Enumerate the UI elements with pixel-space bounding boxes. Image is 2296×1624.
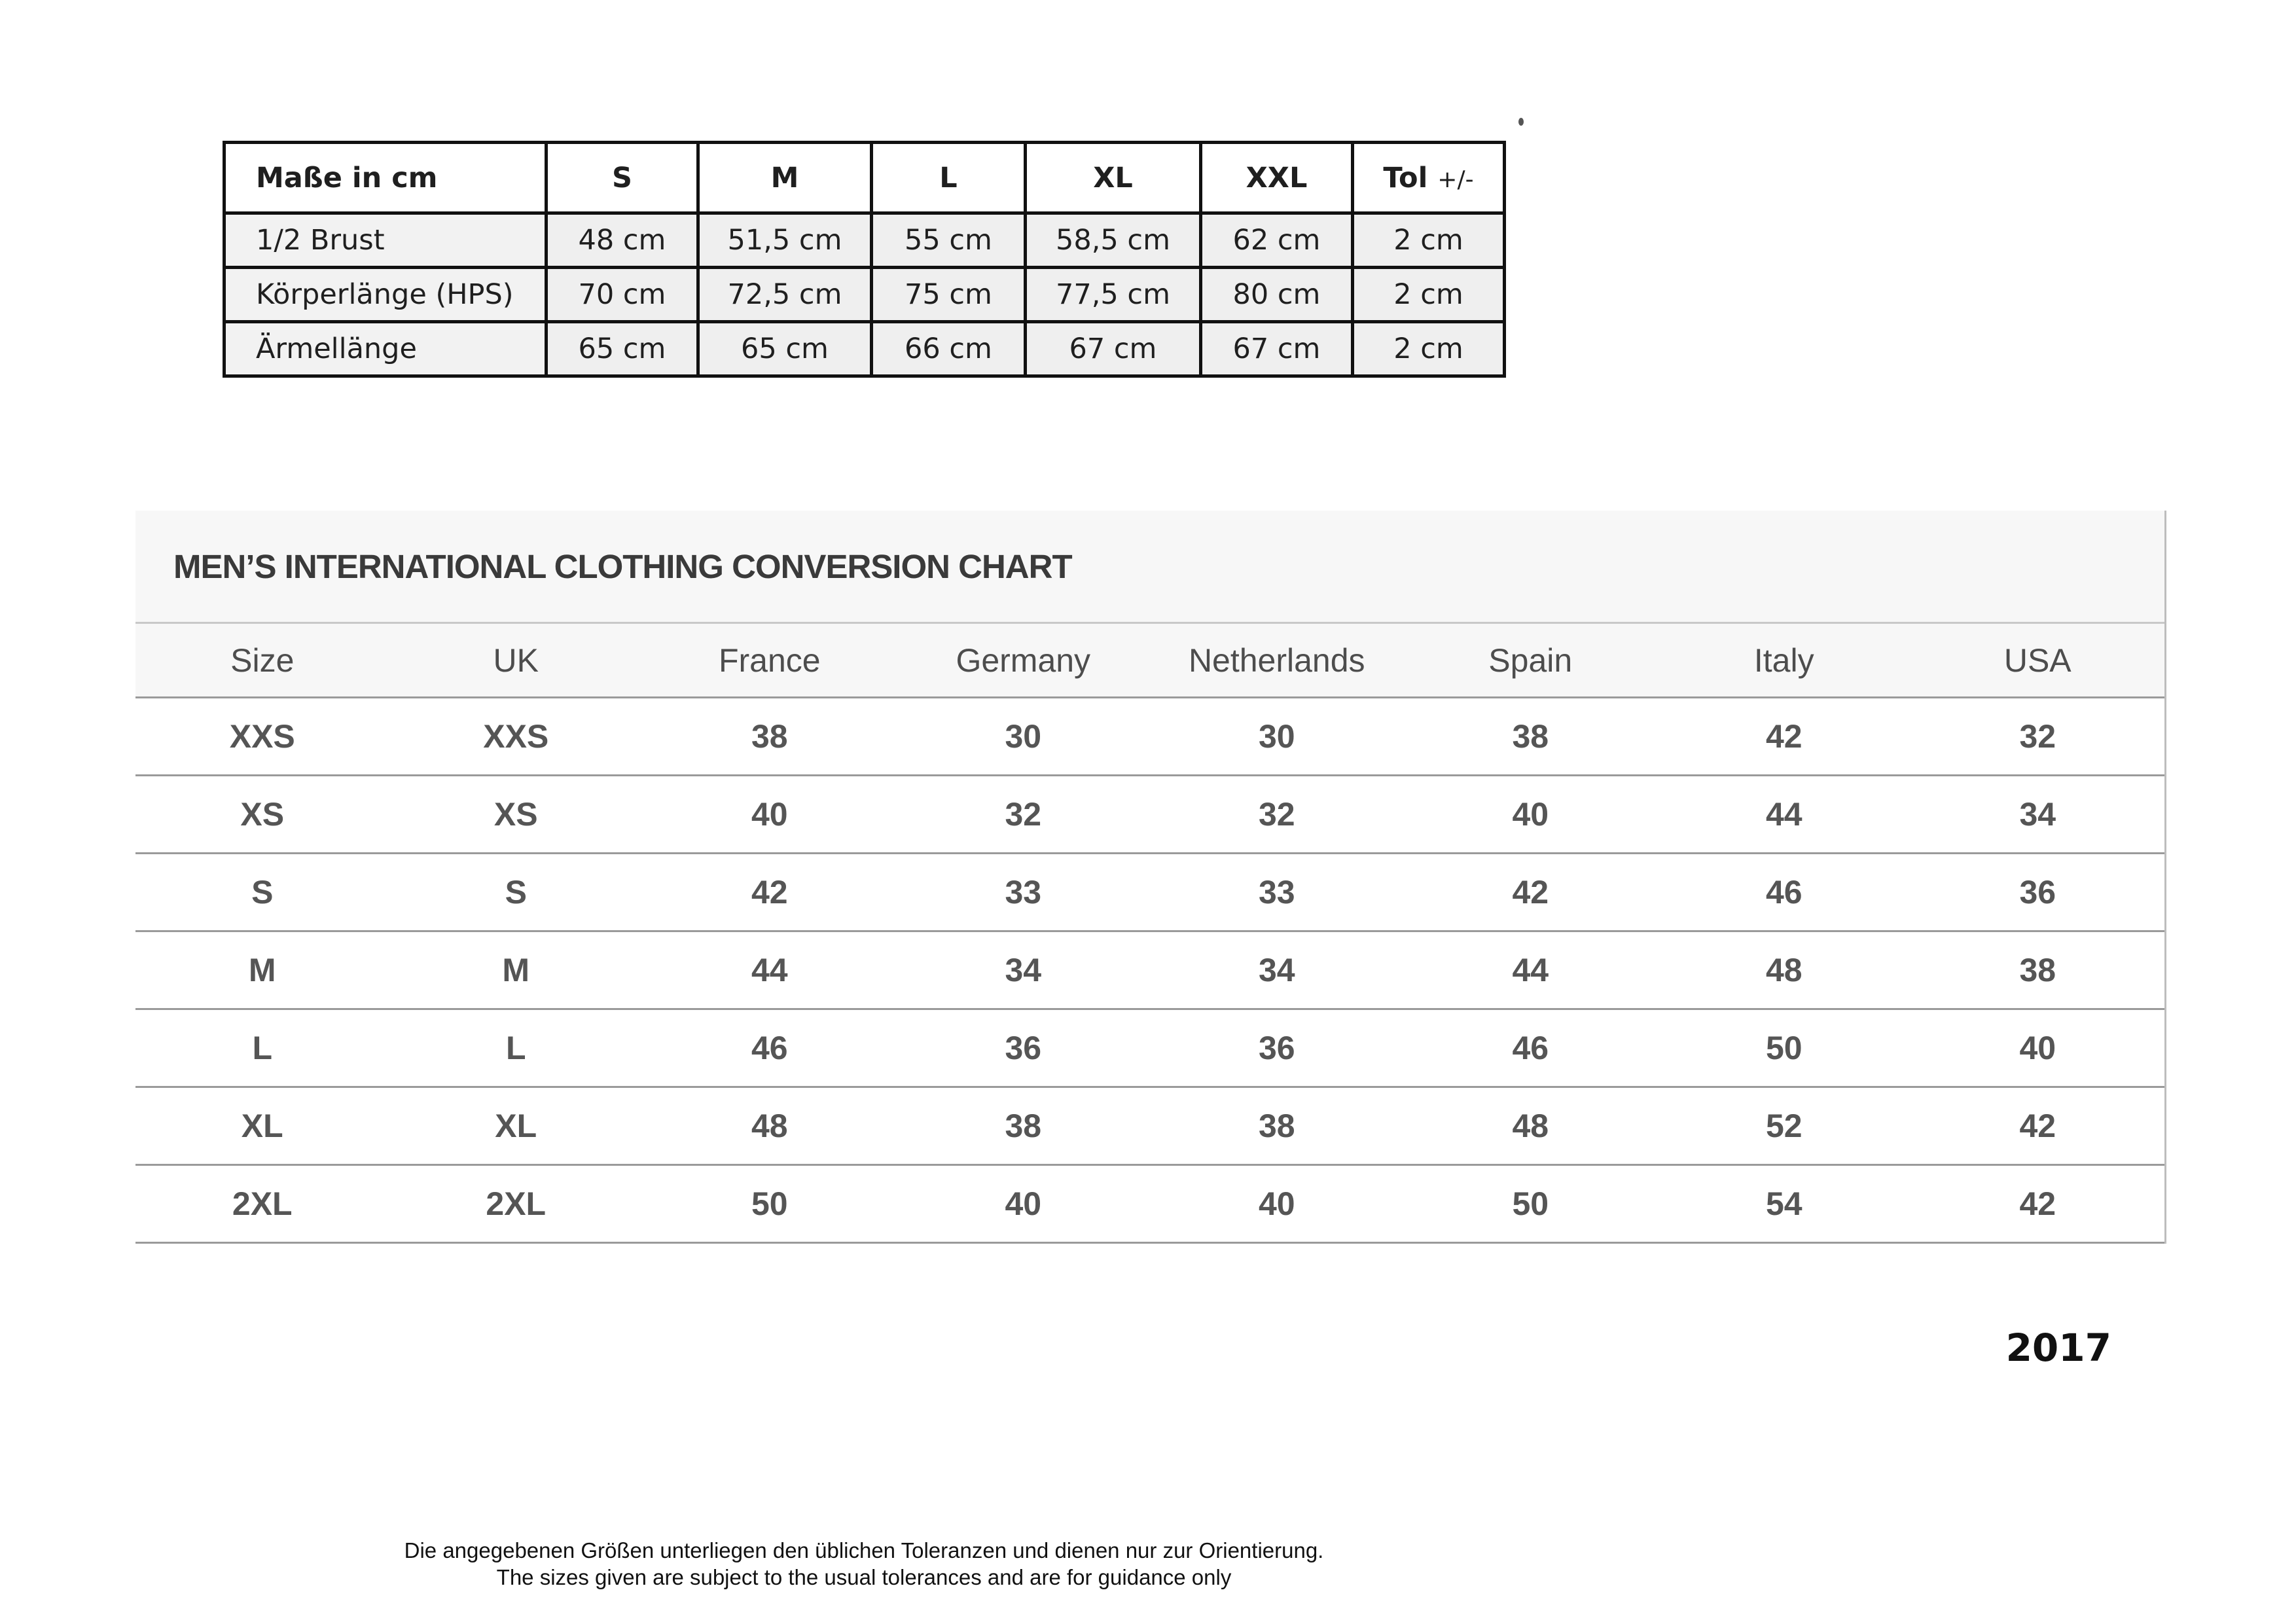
value-cell: 2 cm [1353,213,1505,268]
header-size-xxl: XXL [1201,143,1353,213]
col-header-netherlands: Netherlands [1188,641,1365,679]
table-cell: 36 [1005,1030,1042,1066]
measurements-row [224,213,1505,268]
table-cell: 48 [751,1108,788,1144]
value-cell: 2 cm [1353,322,1505,376]
value-cell: 65 cm [547,322,698,376]
year-label: 2017 [2005,1326,2111,1370]
table-cell: 38 [1005,1108,1042,1144]
row-label: Körperlänge (HPS) [224,268,547,322]
value-cell: 51,5 cm [698,213,872,268]
tolerance-suffix: +/- [1437,166,1474,193]
value-cell: 55 cm [872,213,1026,268]
header-size-s: S [547,143,698,213]
value-cell: 2 cm [1353,268,1505,322]
table-cell: 46 [1765,874,1803,911]
value-cell: 80 cm [1201,268,1353,322]
col-header-size: Size [230,641,295,679]
measurements-table [223,141,1506,378]
col-header-uk: UK [493,641,539,679]
table-cell: 34 [2019,796,2056,833]
conversion-header-row [135,622,2164,698]
table-cell: 42 [1765,718,1803,755]
value-cell: 66 cm [872,322,1026,376]
table-cell: L [252,1030,273,1066]
table-row [135,1166,2164,1244]
tolerance-label: Tol [1383,161,1428,194]
table-cell: XS [240,796,285,833]
table-cell: 40 [1512,796,1549,833]
header-size-xl: XL [1026,143,1201,213]
table-row [135,1088,2164,1166]
table-row [135,776,2164,854]
table-cell: 42 [751,874,788,911]
col-header-france: France [718,641,821,679]
table-cell: 42 [1512,874,1549,911]
table-cell: 36 [2019,874,2056,911]
table-cell: 50 [1512,1185,1549,1222]
table-cell: L [505,1030,526,1066]
table-cell: 46 [1512,1030,1549,1066]
table-row [135,854,2164,932]
measurements-header-row [224,143,1505,213]
table-cell: 48 [1765,952,1803,988]
table-cell: 30 [1258,718,1295,755]
value-cell: 58,5 cm [1026,213,1201,268]
value-cell: 67 cm [1201,322,1353,376]
table-cell: S [251,874,274,911]
table-cell: 38 [1258,1108,1295,1144]
table-cell: 50 [1765,1030,1803,1066]
table-cell: 33 [1258,874,1295,911]
table-cell: 46 [751,1030,788,1066]
table-cell: M [502,952,530,988]
value-cell: 70 cm [547,268,698,322]
table-cell: 40 [1258,1185,1295,1222]
table-cell: XL [241,1108,283,1144]
table-cell: 52 [1765,1108,1803,1144]
measurements-row [224,268,1505,322]
table-row [135,932,2164,1010]
conversion-chart [135,511,2166,1244]
table-cell: 48 [1512,1108,1549,1144]
header-tolerance [1353,143,1505,213]
table-cell: 50 [751,1185,788,1222]
value-cell: 65 cm [698,322,872,376]
table-cell: 40 [1005,1185,1042,1222]
table-cell: 42 [2019,1185,2056,1222]
value-cell: 75 cm [872,268,1026,322]
value-cell: 62 cm [1201,213,1353,268]
table-cell: 32 [1005,796,1042,833]
table-cell: 33 [1005,874,1042,911]
row-label: 1/2 Brust [224,213,547,268]
table-row [135,1010,2164,1088]
table-cell: 42 [2019,1108,2056,1144]
table-cell: S [505,874,527,911]
table-cell: 2XL [232,1185,293,1222]
value-cell: 67 cm [1026,322,1201,376]
table-cell: 38 [1512,718,1549,755]
table-cell: XL [495,1108,537,1144]
table-cell: 40 [2019,1030,2056,1066]
table-cell: XS [493,796,538,833]
table-cell: 32 [2019,718,2056,755]
table-cell: 2XL [486,1185,547,1222]
table-cell: 36 [1258,1030,1295,1066]
conversion-title: MEN’S INTERNATIONAL CLOTHING CONVERSION CHART [135,511,2166,622]
footer-line-de: Die angegebenen Größen unterliegen den üblichen Toleranzen und dienen nur zur Orientierung. [404,1538,1324,1562]
header-size-m: M [698,143,872,213]
table-cell: 44 [1765,796,1803,833]
table-cell: XXS [229,718,295,755]
col-header-italy: Italy [1753,641,1814,679]
table-cell: 38 [751,718,788,755]
measurements-header-label: Maße in cm [224,143,547,213]
value-cell: 48 cm [547,213,698,268]
table-cell: M [248,952,276,988]
value-cell: 72,5 cm [698,268,872,322]
col-header-usa: USA [2003,641,2072,679]
stray-mark [1518,118,1524,126]
table-cell: 32 [1258,796,1295,833]
value-cell: 77,5 cm [1026,268,1201,322]
footer-line-en: The sizes given are subject to the usual tolerances and are for guidance only [496,1565,1232,1589]
measurements-row [224,322,1505,376]
col-header-spain: Spain [1488,641,1573,679]
table-cell: 34 [1005,952,1042,988]
row-label: Ärmellänge [224,322,547,376]
table-cell: 54 [1765,1185,1803,1222]
table-row [135,698,2164,776]
table-cell: 38 [2019,952,2056,988]
col-header-germany: Germany [956,641,1091,679]
table-cell: 34 [1258,952,1295,988]
table-cell: 44 [751,952,788,988]
header-size-l: L [872,143,1026,213]
table-cell: XXS [483,718,549,755]
table-cell: 30 [1005,718,1042,755]
conversion-grid [135,622,2166,1244]
footer-note [0,1537,1728,1591]
table-cell: 40 [751,796,788,833]
table-cell: 44 [1512,952,1549,988]
